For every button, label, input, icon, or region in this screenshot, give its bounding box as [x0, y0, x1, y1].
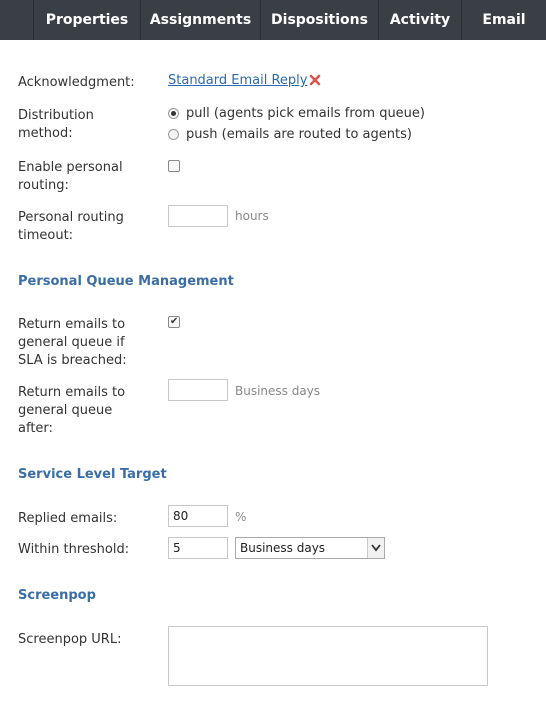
replied-emails-unit: %	[235, 510, 247, 524]
tab-assignments[interactable]: Assignments	[140, 0, 260, 40]
section-title-personal-queue: Personal Queue Management	[18, 274, 234, 289]
chevron-down-icon[interactable]	[367, 538, 384, 558]
section-title-service-level: Service Level Target	[18, 467, 167, 482]
tab-bar	[0, 0, 546, 40]
distribution-pull-label: pull (agents pick emails from queue)	[186, 106, 425, 121]
screenpop-url-label: Screenpop URL:	[18, 632, 122, 647]
tab-email[interactable]: Email	[461, 0, 546, 40]
routing-timeout-label: Personal routing timeout:	[18, 210, 124, 243]
personal-routing-label: Enable personal routing:	[18, 160, 123, 193]
checkmark-icon: ✔	[170, 316, 179, 327]
section-title-screenpop: Screenpop	[18, 588, 96, 603]
within-threshold-label: Within threshold:	[18, 542, 130, 557]
return-after-input[interactable]	[168, 379, 228, 401]
tab-properties[interactable]: Properties	[33, 0, 140, 40]
tab-activity[interactable]: Activity	[378, 0, 461, 40]
replied-emails-input[interactable]	[168, 505, 228, 527]
within-threshold-input[interactable]	[168, 537, 228, 559]
acknowledgment-label: Acknowledgment:	[18, 75, 135, 90]
replied-emails-label: Replied emails:	[18, 511, 118, 526]
remove-icon[interactable]	[309, 74, 321, 86]
acknowledgment-link[interactable]: Standard Email Reply	[168, 73, 308, 88]
screenpop-url-input[interactable]	[168, 626, 488, 686]
tab-dispositions[interactable]: Dispositions	[260, 0, 378, 40]
return-sla-label: Return emails to general queue if SLA is breached:	[18, 317, 127, 368]
distribution-method-label: Distribution method:	[18, 108, 94, 141]
threshold-unit-value: Business days	[240, 541, 326, 555]
distribution-push-label: push (emails are routed to agents)	[186, 127, 412, 142]
threshold-unit-select[interactable]	[235, 537, 385, 559]
routing-timeout-unit: hours	[235, 209, 269, 223]
distribution-push-radio[interactable]	[168, 129, 179, 140]
personal-routing-checkbox[interactable]	[168, 160, 180, 172]
distribution-pull-radio[interactable]	[168, 108, 179, 119]
return-after-label: Return emails to general queue after:	[18, 385, 126, 436]
routing-timeout-input[interactable]	[168, 205, 228, 227]
return-after-unit: Business days	[235, 384, 321, 398]
return-sla-checkbox[interactable]	[168, 316, 180, 328]
